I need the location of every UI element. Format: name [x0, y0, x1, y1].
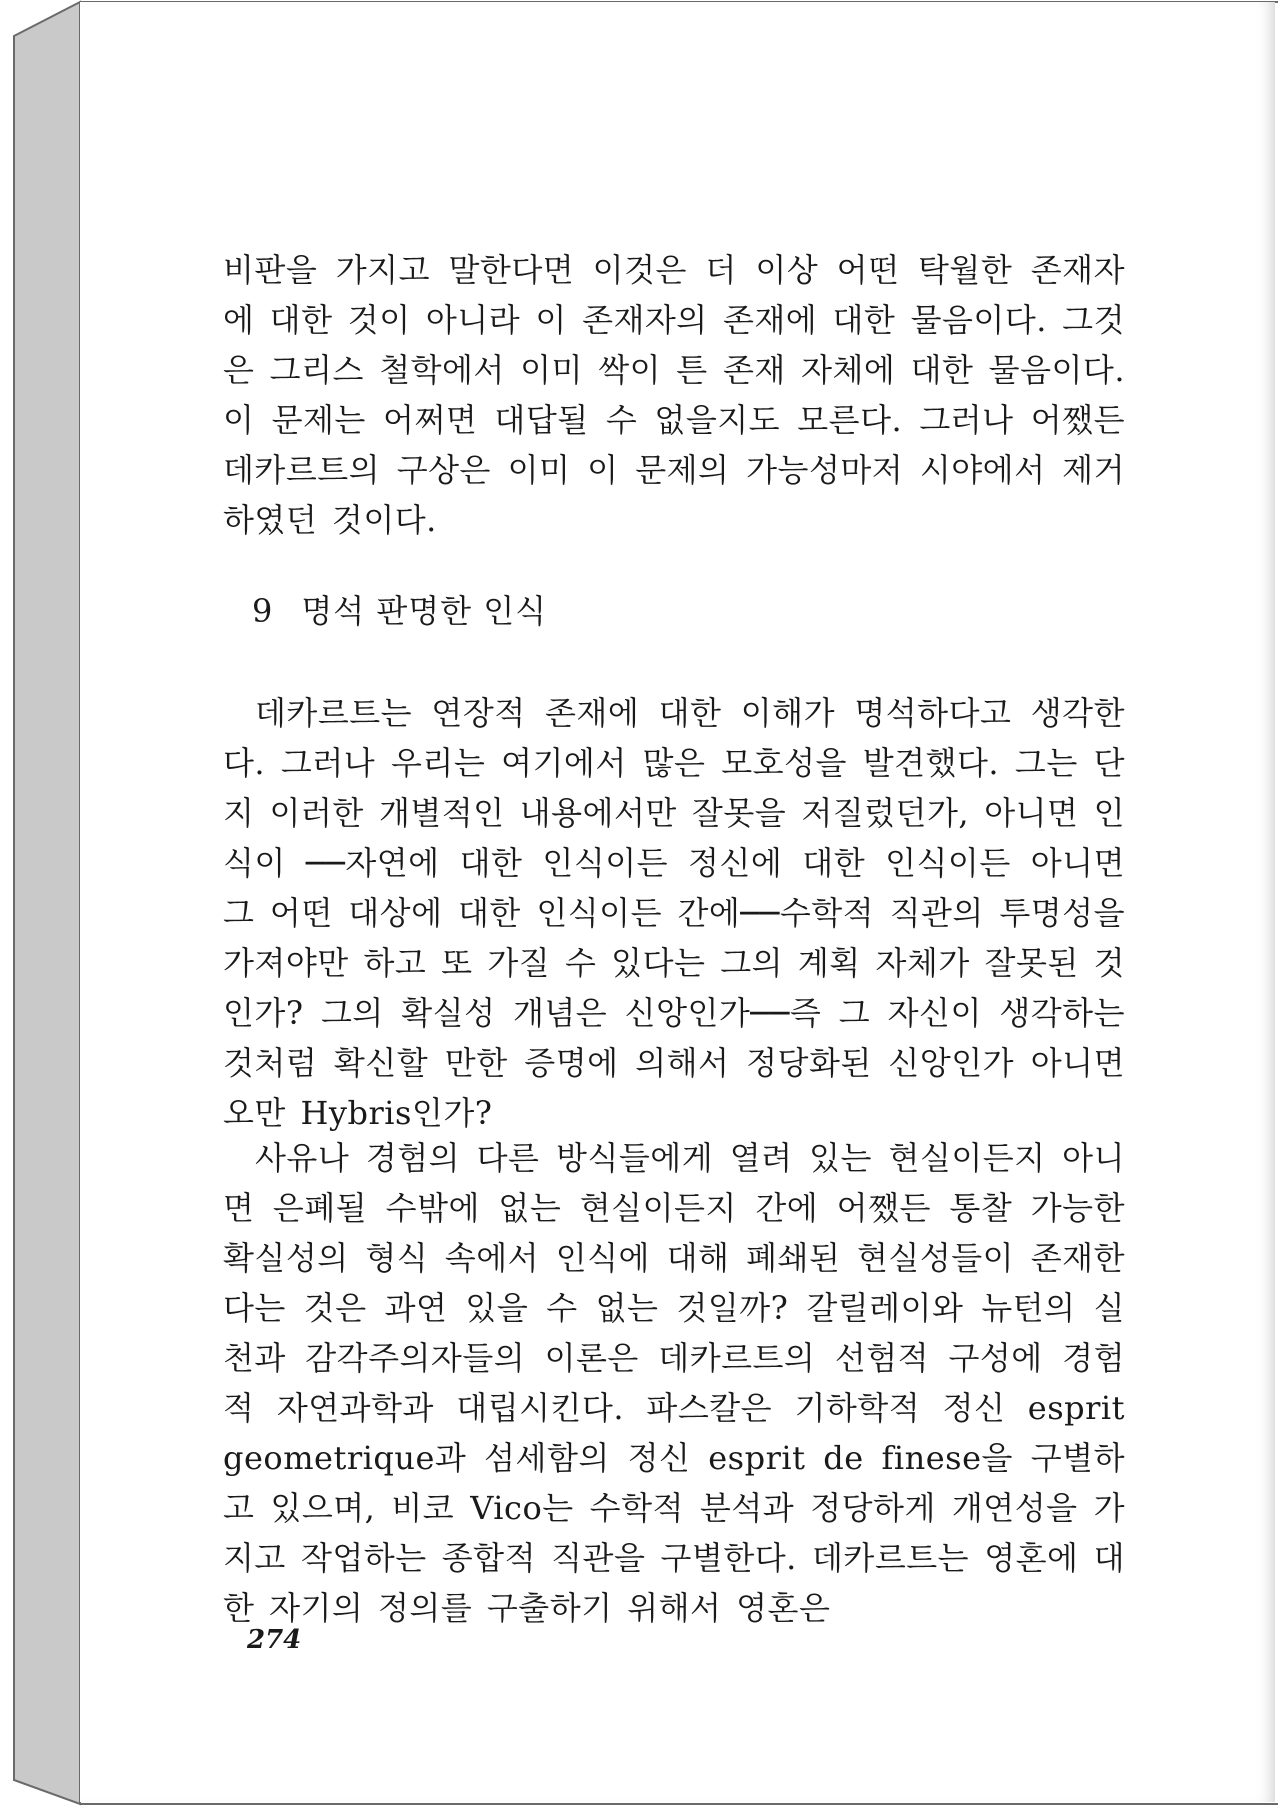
paragraph-continued: 비판을 가지고 말한다면 이것은 더 이상 어떤 탁월한 존재자에 대한 것이 아니라 이 존재자의 존재에 대한 물음이다. 그것은 그리스 철학에서 이미 싹이 튼 존재 자체에 대한 물음이다. 이 문제는 어쩌면 대답될 수 없을지도 모른다. 그러나 어쨌든 데카르트의 구상은 이미 이 문제의 가능성마저 시야에서 제거하였던 것이다. [223, 251, 1125, 539]
section-heading [252, 590, 547, 632]
section-number: 9 [252, 592, 274, 630]
section-title: 명석 판명한 인식 [301, 592, 548, 630]
page-number: 274 [247, 1625, 302, 1655]
paragraph-body: 사유나 경험의 다른 방식들에게 열려 있는 현실이든지 아니면 은폐될 수밖에 없는 현실이든지 간에 어쨌든 통찰 가능한 확실성의 형식 속에서 인식에 대해 폐쇄된 현실성들이 존재한다는 것은 과연 있을 수 없는 것일까? 갈릴레이와 뉴턴의 실천과 감각주의자들의 이론은 데카르트의 선험적 구성에 경험적 자연과학과 대립시킨다. 파스칼은 기하학적 정신 esprit geometrique과 섬세함의 정신 esprit de finese을 구별하고 있으며, 비코 Vico는 수학적 분석과 정당하게 개연성을 가지고 작업하는 종합적 직관을 구별한다. 데카르트는 영혼에 대한 자기의 정의를 구출하기 위해서 영혼은 [223, 1139, 1125, 1627]
paragraph-body: 데카르트는 연장적 존재에 대한 이해가 명석하다고 생각한다. 그러나 우리는 여기에서 많은 모호성을 발견했다. 그는 단지 이러한 개별적인 내용에서만 잘못을 저질렀던가, 아니면 인식이 ──자연에 대한 인식이든 정신에 대한 인식이든 아니면 그 어떤 대상에 대한 인식이든 간에──수학적 직관의 투명성을 가져야만 하고 또 가질 수 있다는 그의 계획 자체가 잘못된 것인가? 그의 확실성 개념은 신앙인가──즉 그 자신이 생각하는 것처럼 확신할 만한 증명에 의해서 정당화된 신앙인가 아니면 오만 Hybris인가? [223, 694, 1125, 1132]
